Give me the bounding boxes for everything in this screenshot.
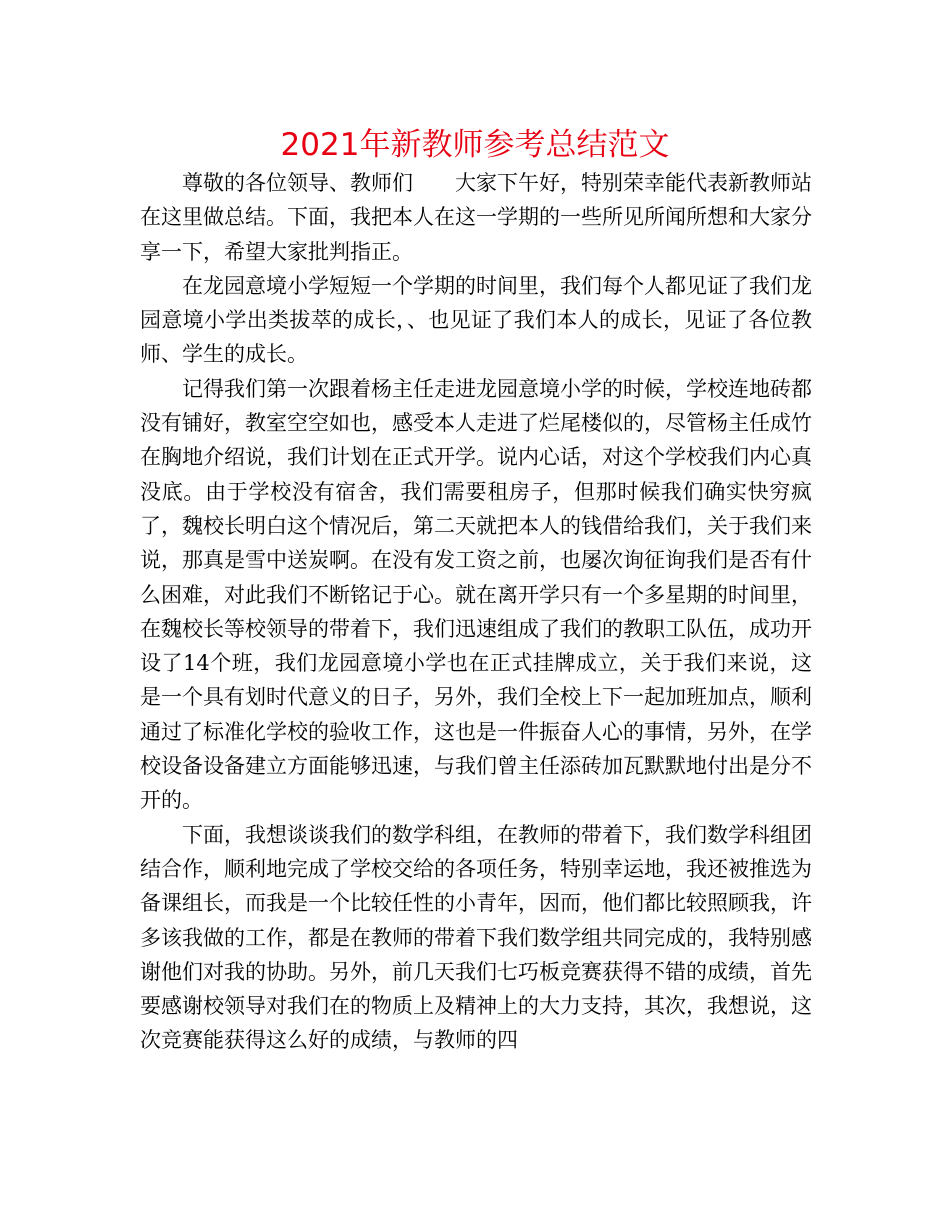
paragraph-math-group: 下面，我想谈谈我们的数学科组，在教师的带着下，我们数学科组团结合作，顺利地完成了学校交给的各项任务，特别幸运地，我还被推选为备课组长，而我是一个比较任性的小青年，因而，他们都比较照顾我，许多该我做的工作，都是在教师的带着下我们数学组共同完成的，我特别感谢他们对我的协助。另外，前几天我们七巧板竞赛获得不错的成绩，首先要感谢校领导对我们在的物质上及精神上的大力支持，其次，我想说，这次竞赛能获得这么好的成绩，与教师的四 xyxy=(140,822,812,1053)
document-title: 2021年新教师参考总结范文 xyxy=(280,127,670,163)
paragraph-greeting: 尊敬的各位领导、教师们 大家下午好，特别荣幸能代表新教师站在这里做总结。下面，我把本人在这一学期的一些所见所闻所想和大家分享一下，希望大家批判指正。 xyxy=(140,171,812,264)
paragraph-growth: 在龙园意境小学短短一个学期的时间里，我们每个人都见证了我们龙园意境小学出类拔萃的成长，、也见证了我们本人的成长，见证了各位教师、学生的成长。 xyxy=(140,273,812,367)
document-body xyxy=(140,166,812,1058)
paragraph-memories: 记得我们第一次跟着杨主任走进龙园意境小学的时候，学校连地砖都没有铺好，教室空空如也，感受本人走进了烂尾楼似的，尽管杨主任成竹在胸地介绍说，我们计划在正式开学。说内心话，对这个学校我们内心真没底。由于学校没有宿舍，我们需要租房子，但那时候我们确实快穷疯了，魏校长明白这个情况后，第二天就把本人的钱借给我们，关于我们来说，那真是雪中送炭啊。在没有发工资之前，也屡次询征询我们是否有什么困难，对此我们不断铭记于心。就在离开学只有一个多星期的时间里，在魏校长等校领导的带着下，我们迅速组成了我们的教职工队伍，成功开设了14个班，我们龙园意境小学也在正式挂牌成立，关于我们来说，这是一个具有划时代意义的日子，另外，我们全校上下一起加班加点，顺利通过了标准化学校的验收工作，这也是一件振奋人心的事情，另外，在学校设备设备建立方面能够迅速，与我们曾主任添砖加瓦默默地付出是分不开的。 xyxy=(140,376,812,813)
